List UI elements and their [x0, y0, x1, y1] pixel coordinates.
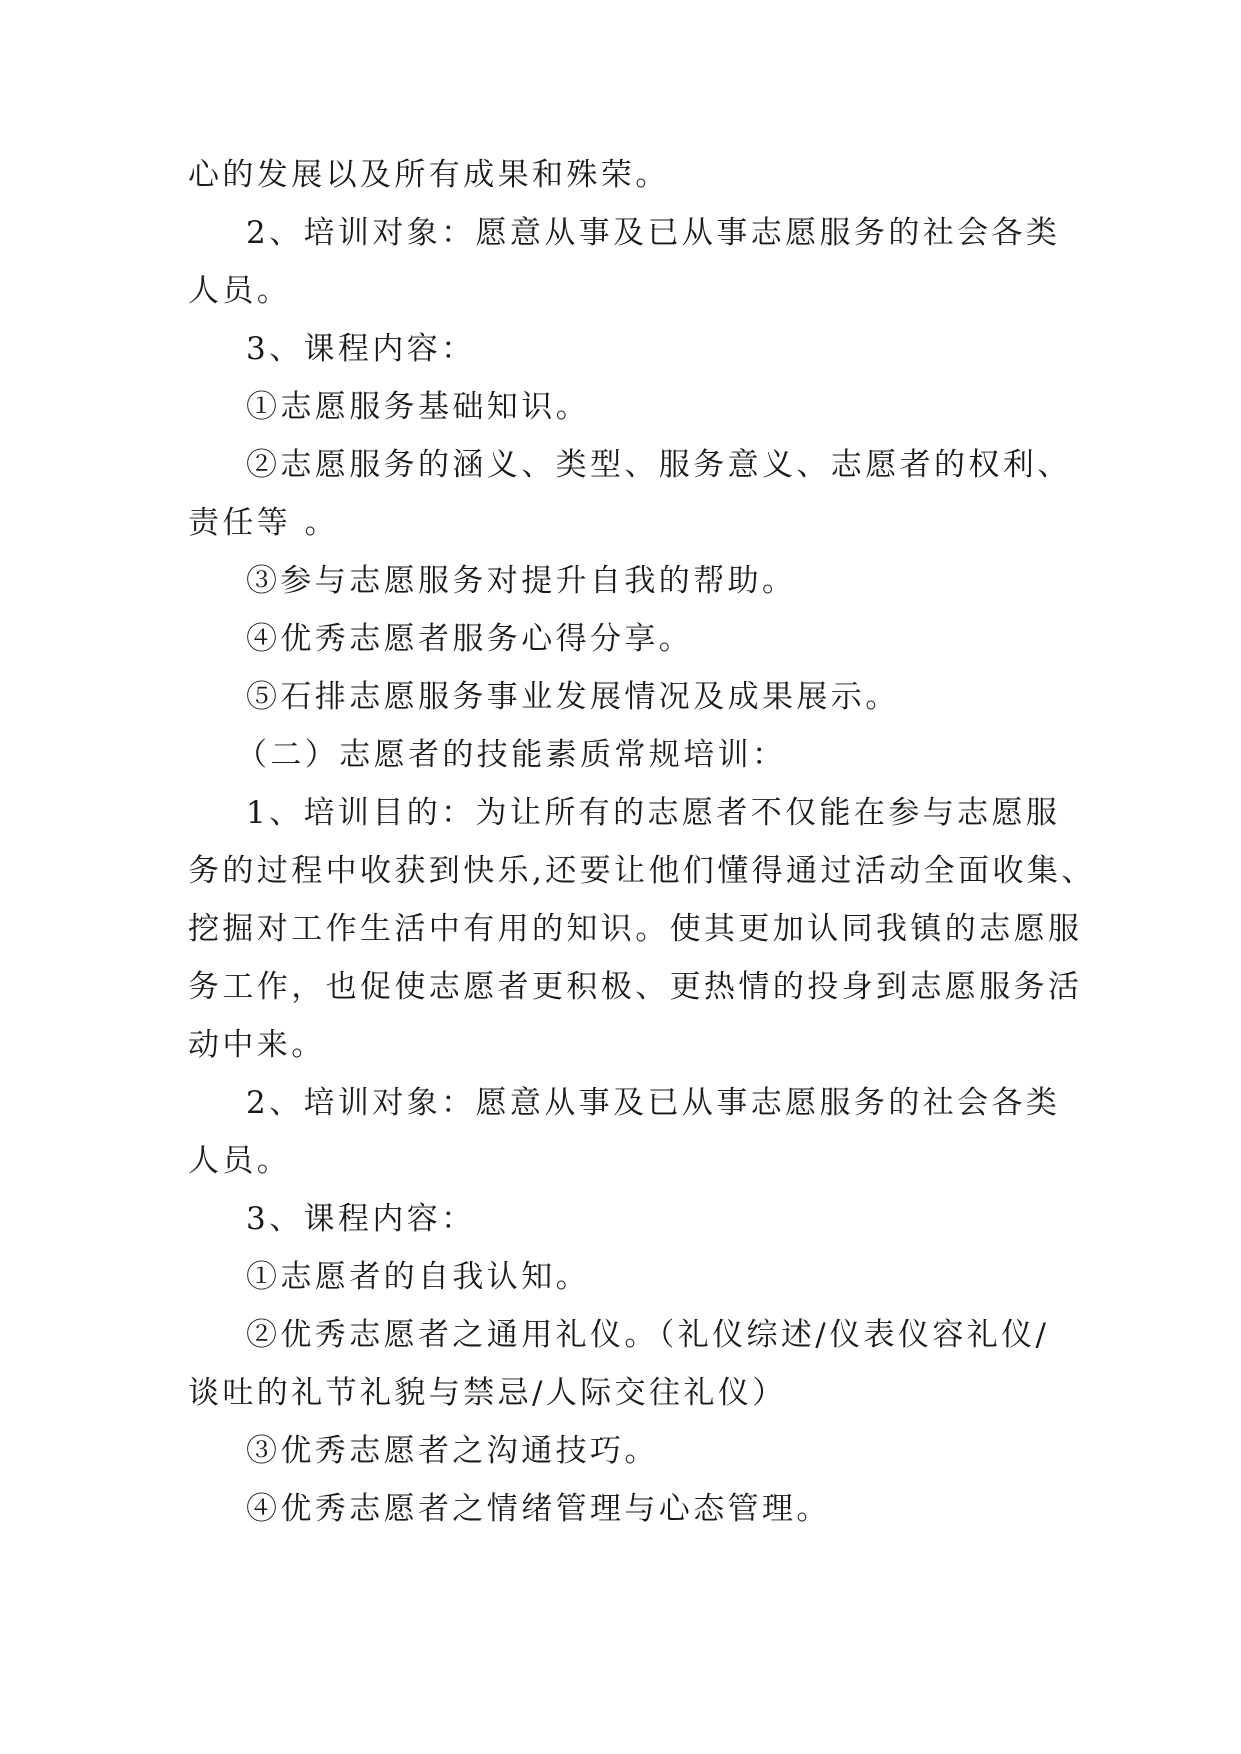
- text-line-6: ②志愿服务的涵义、类型、服务意义、志愿者的权利、: [246, 447, 1072, 483]
- text-line-18: 人员。: [188, 1143, 292, 1179]
- text-line-2: 2、培训对象：愿意从事及已从事志愿服务的社会各类: [246, 215, 1061, 251]
- text-line-5: ①志愿服务基础知识。: [246, 389, 590, 425]
- text-line-13: 务的过程中收获到快乐,还要让他们懂得通过活动全面收集、: [188, 853, 1096, 889]
- text-line-9: ④优秀志愿者服务心得分享。: [246, 621, 694, 657]
- text-line-14: 挖掘对工作生活中有用的知识。使其更加认同我镇的志愿服: [188, 911, 1083, 947]
- text-line-17: 2、培训对象：愿意从事及已从事志愿服务的社会各类: [246, 1085, 1061, 1121]
- text-line-3: 人员。: [188, 273, 292, 309]
- text-line-7: 责任等 。: [188, 505, 339, 541]
- text-line-20: ①志愿者的自我认知。: [246, 1259, 590, 1295]
- text-line-15: 务工作，也促使志愿者更积极、更热情的投身到志愿服务活: [188, 969, 1083, 1005]
- text-line-4: 3、课程内容：: [246, 331, 476, 367]
- text-line-8: ③参与志愿服务对提升自我的帮助。: [246, 563, 797, 599]
- text-line-21: ②优秀志愿者之通用礼仪。（礼仪综述/仪表仪容礼仪/: [246, 1317, 1050, 1353]
- text-line-23: ③优秀志愿者之沟通技巧。: [246, 1433, 659, 1469]
- text-line-12: 1、培训目的：为让所有的志愿者不仅能在参与志愿服: [246, 795, 1061, 831]
- text-line-11: （二）志愿者的技能素质常规培训：: [236, 737, 787, 773]
- text-line-16: 动中来。: [188, 1027, 326, 1063]
- text-line-19: 3、课程内容：: [246, 1201, 476, 1237]
- text-line-10: ⑤石排志愿服务事业发展情况及成果展示。: [246, 679, 900, 715]
- text-line-24: ④优秀志愿者之情绪管理与心态管理。: [246, 1491, 831, 1527]
- text-line-1: 心的发展以及所有成果和殊荣。: [188, 157, 670, 193]
- text-line-22: 谈吐的礼节礼貌与禁忌/人际交往礼仪）: [188, 1375, 787, 1411]
